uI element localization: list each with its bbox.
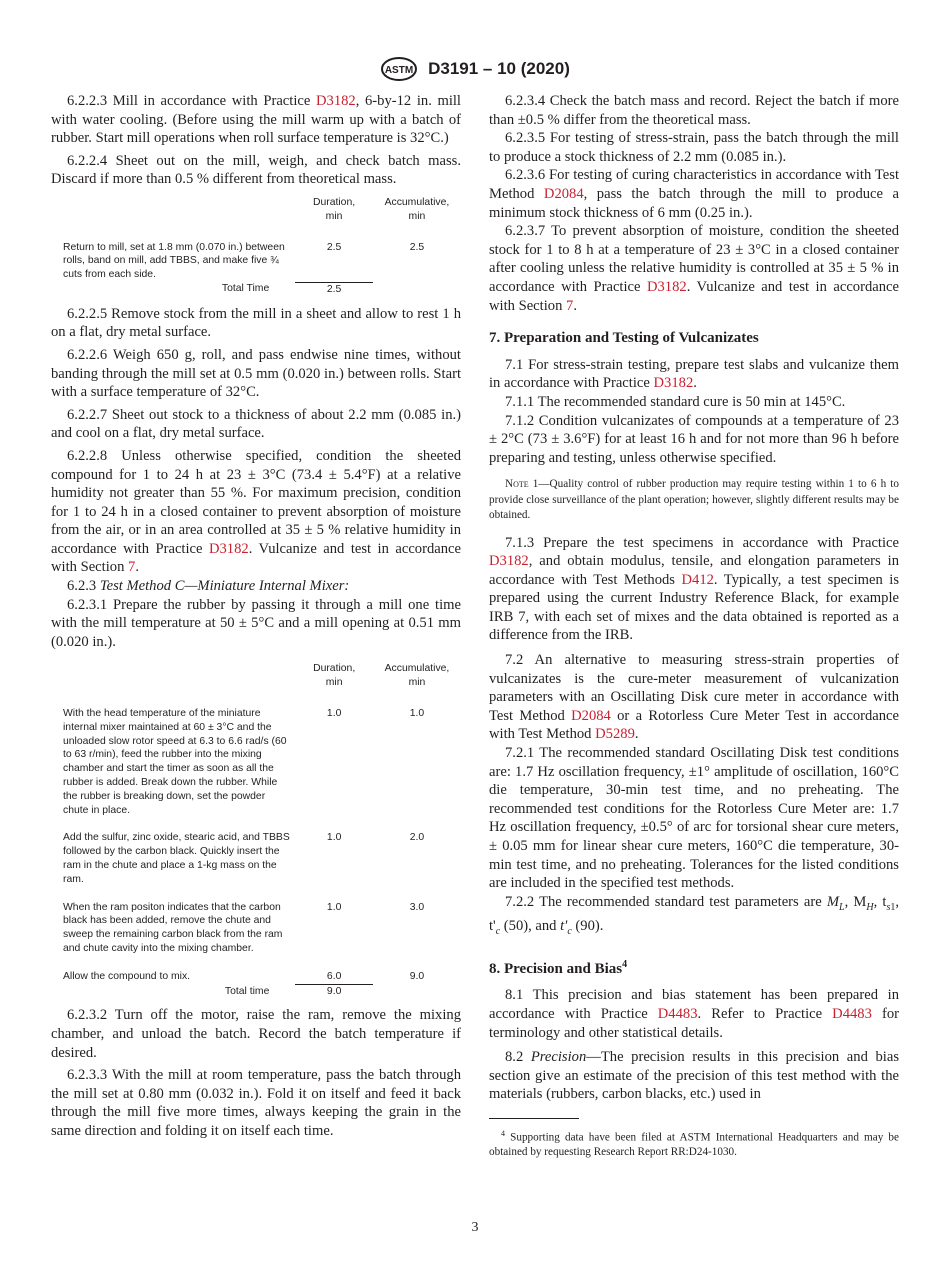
page-header [0,56,950,82]
link-d5289[interactable]: D5289 [595,726,635,743]
link-d3182[interactable]: D3182 [489,553,529,570]
table-row: Add the sulfur, zinc oxide, stearic acid, and TBBS followed by the carbon black. Quickly insert the ram in the chute and place a 1-kg mass on the ram. 1.0 2.0 [63,832,425,885]
page-number: 3 [471,1220,479,1235]
paragraph-6-2-3-5: 6.2.3.5 For testing of stress-strain, pass the batch through the mill to produce a stock thickness of 2.2 mm (0.085 in.). [489,130,899,165]
paragraph-6-2-2-8: 6.2.2.8 Unless otherwise specified, condition the sheeted compound for 1 to 24 h at 23 ± 3°C (73.4 ± 5.4°F) at a relative humidity not greater than 55 %. For maximum precision, condition for 1 to 24 h in a closed container to prevent absorption of moisture from the air, or in an area controlled at 35 ± 5 % relative humidity in accordance with Practice D3182. Vulcanize and test in accordance with Section 7. [51,447,461,576]
link-section-7[interactable]: 7 [566,297,574,314]
section-8-heading: 8. Precision and Bias$^4$ [489,958,628,977]
mixer-table-2 [51,661,459,998]
table-row: When the ram positon indicates that the carbon black has been added, remove the chute and sweep the remaining carbon black from the ram and chute cavity into the mixing chamber. 1.0 3.0 [63,901,425,954]
paragraph-7-1-2: 7.1.2 Condition vulcanizates of compounds at a temperature of 23 ± 2°C (73 ± 3.6°F) for at least 16 h and for not more than 96 h before preparing and testing, unless otherwise specified. [489,412,899,466]
paragraph-6-2-3: 6.2.3 Test Method C—Miniature Internal Mixer: [67,578,350,595]
paragraph-7-1-1: 7.1.1 The recommended standard cure is 50 min at 145°C. [505,393,846,410]
paragraph-8-2: 8.2 Precision—The precision results in this precision and bias section give an estimate of the precision of this test method with the materials (rubbers, carbon blacks, etc.) used in [489,1049,900,1103]
paragraph-6-2-3-3: 6.2.3.3 With the mill at room temperature, pass the batch through the mill set at 0.80 mm (0.032 in.). Fold it on itself and feed it back through the mill five more times, always keeping the grain in the same direction and folding it on itself each time. [51,1067,461,1139]
paragraph-6-2-3-6: 6.2.3.6 For testing of curing characteristics in accordance with Test Method D2084, pass the batch through the mill to produce a minimum stock thickness of 6 mm (0.25 in.). [489,167,899,221]
table-row: Return to mill, set at 1.8 mm (0.070 in.) between rolls, band on mill, add TBBS, and make five ¾ cuts from each side. 2.5 2.5 [63,241,425,281]
link-d3182[interactable]: D3182 [208,540,249,557]
paragraph-6-2-3-7: 6.2.3.7 To prevent absorption of moisture, condition the sheeted stock for 1 to 8 h at a temperature of 23 ± 3°C in a closed container after cooling unless the relative humidity is controlled at 35 ± 5 % in accordance with Practice D3182. Vulcanize and test in accordance with Section 7. [489,223,899,314]
paragraph-7-1: 7.1 For stress-strain testing, prepare test slabs and vulcanize them in accordance with Practice D3182. [489,356,899,392]
paragraph-6-2-3-1: 6.2.3.1 Prepare the rubber by passing it through a mill one time with the mill temperature at 50 ± 5°C and a mill opening at 0.51 mm (0.020 in.). [51,596,461,650]
link-d4483[interactable]: D4483 [657,1005,698,1022]
paragraph-7-2: 7.2 An alternative to measuring stress-strain properties of vulcanizates is the cure-meter measurement of vulcanization parameters with an Oscillating Disk cure meter in accordance with Test Method D2084 or a Rotorless Cure Meter Test in accordance with Test Method D5289. [489,652,899,743]
duration-header: Duration, min [312,196,356,222]
duration-header: Duration, min [313,663,356,689]
paragraph-8-1: 8.1 This precision and bias statement has been prepared in accordance with Practice D4483. Refer to Practice D4483 for terminology and other statistical details. [489,987,899,1041]
link-d3182[interactable]: D3182 [315,93,356,109]
link-d3182[interactable]: D3182 [653,375,694,392]
accumulative-header: Accumulative, min [384,196,450,222]
note-1: Note 1—Quality control of rubber production may require testing within 1 to 6 h to provide close surveillance of the plant operation; however, slightly different results may be obtained. [489,478,899,522]
astm-logo-icon [380,56,418,82]
right-column [489,92,899,1160]
paragraph-6-2-3-2: 6.2.3.2 Turn off the motor, raise the ram, remove the mixing chamber, and unload the batch. Record the batch temperature if desired. [51,1007,461,1061]
paragraph-7-2-2: 7.2.2 The recommended standard test parameters are $M_L$, $M_H$, $t_{s1}$, $t'_c$ (50), and $t'_c$ (90). [489,893,900,938]
link-d2084[interactable]: D2084 [571,707,611,724]
table-total-row: Total Time 2.5 [51,282,459,297]
link-section-7[interactable]: 7 [128,559,136,576]
table-row: With the head temperature of the miniature internal mixer maintained at 60 ± 3°C and the unloaded slow rotor speed at 6.3 to 6.6 rad/s (60 to 63 r/min), feed the rubber into the mixing chamber and start the timer as soon as all the rubber is added. Break down the rubber. While the rubber is breaking down, set the powder chute in place. 1.0 1.0 [63,708,425,816]
svg-text:ASTM: ASTM [384,65,414,76]
accumulative-header: Accumulative, min [384,663,450,689]
footnote-rule [489,1118,579,1119]
table-row: Allow the compound to mix. 6.0 9.0 [51,970,459,985]
document-designation: D3191 – 10 (2020) [428,59,570,78]
paragraph-7-2-1: 7.2.1 The recommended standard Oscillating Disk test conditions are: 1.7 Hz oscillation frequency, ±1° amplitude of oscillation, 160°C die temperature, 30-min test time, and no preheating. The recommended test conditions for the Rotorless Cure Meter are: 1.7 Hz oscillation frequency, ±0.5° of arc for torsional shear cure meters, ± 0.05 mm for linear shear cure meters, 160°C die temperature, 30-min test time, and no preheating. Tolerances for the listed conditions are included in the specified test methods. [489,745,899,892]
link-d412[interactable]: D412 [681,571,714,588]
paragraph-6-2-2-5: 6.2.2.5 Remove stock from the mill in a sheet and allow to rest 1 h on a flat, dry metal surface. [51,305,461,341]
milling-table-1 [51,195,459,297]
link-d2084[interactable]: D2084 [543,185,584,202]
left-column [51,92,461,1141]
footnote-4: $^4$ Supporting data have been filed at ASTM International Headquarters and may be obtained by requesting Research Report RR:D24-1030. [489,1128,899,1159]
paragraph-6-2-3-4: 6.2.3.4 Check the batch mass and record. Reject the batch if more than ±0.5 % differ from the theoretical mass. [489,93,899,128]
link-d3182[interactable]: D3182 [646,278,687,295]
paragraph-6-2-2-6: 6.2.2.6 Weigh 650 g, roll, and pass endwise nine times, without banding through the mill set at 0.5 mm (0.020 in.) between rolls. Start with a surface temperature of 32°C. [51,346,461,401]
paragraph-7-1-3: 7.1.3 Prepare the test specimens in accordance with Practice D3182, and obtain modulus, tensile, and elongation parameters in accordance with Test Methods D412. Typically, a test specimen is prepared using the current Industry Reference Black, for example IRB 7, with each set of mixes and the data obtained is reported as a difference from the IRB. [489,534,899,644]
paragraph-6-2-2-7: 6.2.2.7 Sheet out stock to a thickness of about 2.2 mm (0.085 in.) and cool on a flat, dry metal surface. [51,406,461,442]
table-total-row: Total time 9.0 [224,985,342,997]
link-d4483[interactable]: D4483 [832,1005,872,1022]
section-7-heading: 7. Preparation and Testing of Vulcanizates [489,330,759,347]
paragraph-6-2-2-4: 6.2.2.4 Sheet out on the mill, weigh, and check batch mass. Discard if more than 0.5 % different from theoretical mass. [51,152,461,188]
paragraph-6-2-2-3: 6.2.2.3 Mill in accordance with Practice D3182, 6-by-12 in. mill with water cooling. (Before using the mill warm up with a batch of rubber. Start mill operations when roll surface temperature is 32°C.) [51,93,461,147]
